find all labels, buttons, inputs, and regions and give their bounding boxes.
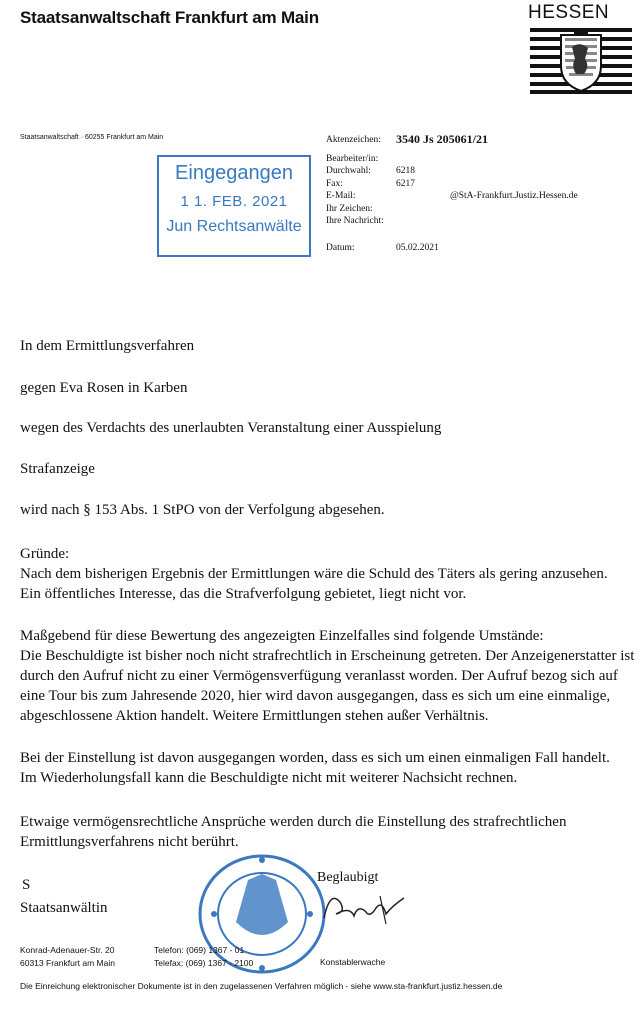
- signatory-role: Staatsanwältin: [20, 900, 108, 916]
- your-message-label: Ihre Nachricht:: [326, 216, 384, 226]
- factors-intro: Maßgebend für diese Bewertung des angezeigten Einzelfalles sind folgende Umstände:: [20, 628, 544, 644]
- footer-address: [20, 944, 115, 970]
- footer-electronic-filing-note: Die Einreichung elektronischer Dokumente ist in den zugelassenen Verfahren möglich - siehe www.sta-frankfurt.justiz.hessen.de: [20, 981, 503, 991]
- received-stamp: [157, 155, 311, 257]
- email-value: @StA-Frankfurt.Justiz.Hessen.de: [450, 191, 578, 201]
- email-label: E-Mail:: [326, 191, 356, 201]
- signatory-initial: S: [22, 877, 31, 893]
- charge-line: wegen des Verdachts des unerlaubten Veranstaltung einer Ausspielung: [20, 420, 442, 436]
- footer-city: 60313 Frankfurt am Main: [20, 958, 115, 968]
- repeat-warning-paragraph: Bei der Einstellung ist davon ausgegangen worden, dass es sich um einen einmaligen Fall handelt. Im Wiederholungsfall kann die Beschuldigte nicht mit weiterer Nachsicht rechnen.: [20, 750, 610, 786]
- footer-phone: Telefon: (069) 1367 - 01: [154, 945, 245, 955]
- clerk-label: Bearbeiter/in:: [326, 153, 379, 164]
- footer-fax: Telefax: (069) 1367 - 2100: [154, 958, 254, 968]
- proceeding-line: In dem Ermittlungsverfahren: [20, 338, 195, 354]
- state-name: HESSEN: [528, 2, 610, 23]
- reasons-heading: Gründe:: [20, 546, 70, 562]
- date-label: Datum:: [326, 242, 355, 253]
- date-value: 05.02.2021: [396, 242, 439, 253]
- footer-street: Konrad-Adenauer-Str. 20: [20, 945, 115, 955]
- authority-name: Staatsanwaltschaft Frankfurt am Main: [20, 8, 319, 27]
- sender-address-line: Staatsanwaltschaft · 60255 Frankfurt am Main: [20, 134, 164, 141]
- footer-transit-stop: Konstablerwache: [320, 957, 386, 967]
- complaint-line: Strafanzeige: [20, 461, 95, 477]
- stamp-date: 1 1. FEB. 2021: [180, 193, 288, 210]
- fax-value: 6217: [396, 178, 415, 189]
- your-reference-label: Ihr Zeichen:: [326, 203, 373, 214]
- certified-label: Beglaubigt: [317, 870, 379, 885]
- stamp-title: Eingegangen: [175, 162, 293, 184]
- claims-paragraph: Etwaige vermögensrechtliche Ansprüche werden durch die Einstellung des strafrechtlichen Ermittlungsverfahrens nicht berührt.: [20, 814, 567, 850]
- fax-label: Fax:: [326, 178, 343, 189]
- file-number-label: Aktenzeichen:: [326, 135, 381, 145]
- reference-block: [326, 134, 578, 254]
- stamp-firm: Jun Rechtsanwälte: [166, 218, 302, 235]
- file-number-value: 3540 Js 205061/21: [396, 132, 489, 146]
- direct-dial-label: Durchwahl:: [326, 166, 371, 176]
- handwritten-signature-icon: [320, 884, 408, 928]
- reasons-paragraph: Nach dem bisherigen Ergebnis der Ermittlungen wäre die Schuld des Täters als gering anzusehen. Ein öffentliches Interesse, das die Strafverfolgung gebietet, liegt nicht vor.: [20, 566, 608, 602]
- hessen-lion-crest-icon: [530, 28, 632, 94]
- direct-dial-value: 6218: [396, 166, 415, 176]
- footer-contact: [154, 944, 253, 970]
- decision-line: wird nach § 153 Abs. 1 StPO von der Verfolgung abgesehen.: [20, 502, 385, 518]
- factors-paragraph: Die Beschuldigte ist bisher noch nicht strafrechtlich in Erscheinung getreten. Der Anzeigenerstatter ist durch den Aufruf nicht zu einer Vermögensverfügung veranlasst worden. Der Aufruf bezog sich auf eine Tour bis zum Jahresende 2020, hier wird davon ausgegangen, dass es sich um eine einmalige, abgeschlossene Aktion handelt. Weitere Ermittlungen stehen außer Verhältnis.: [20, 648, 635, 724]
- accused-line: gegen Eva Rosen in Karben: [20, 380, 188, 396]
